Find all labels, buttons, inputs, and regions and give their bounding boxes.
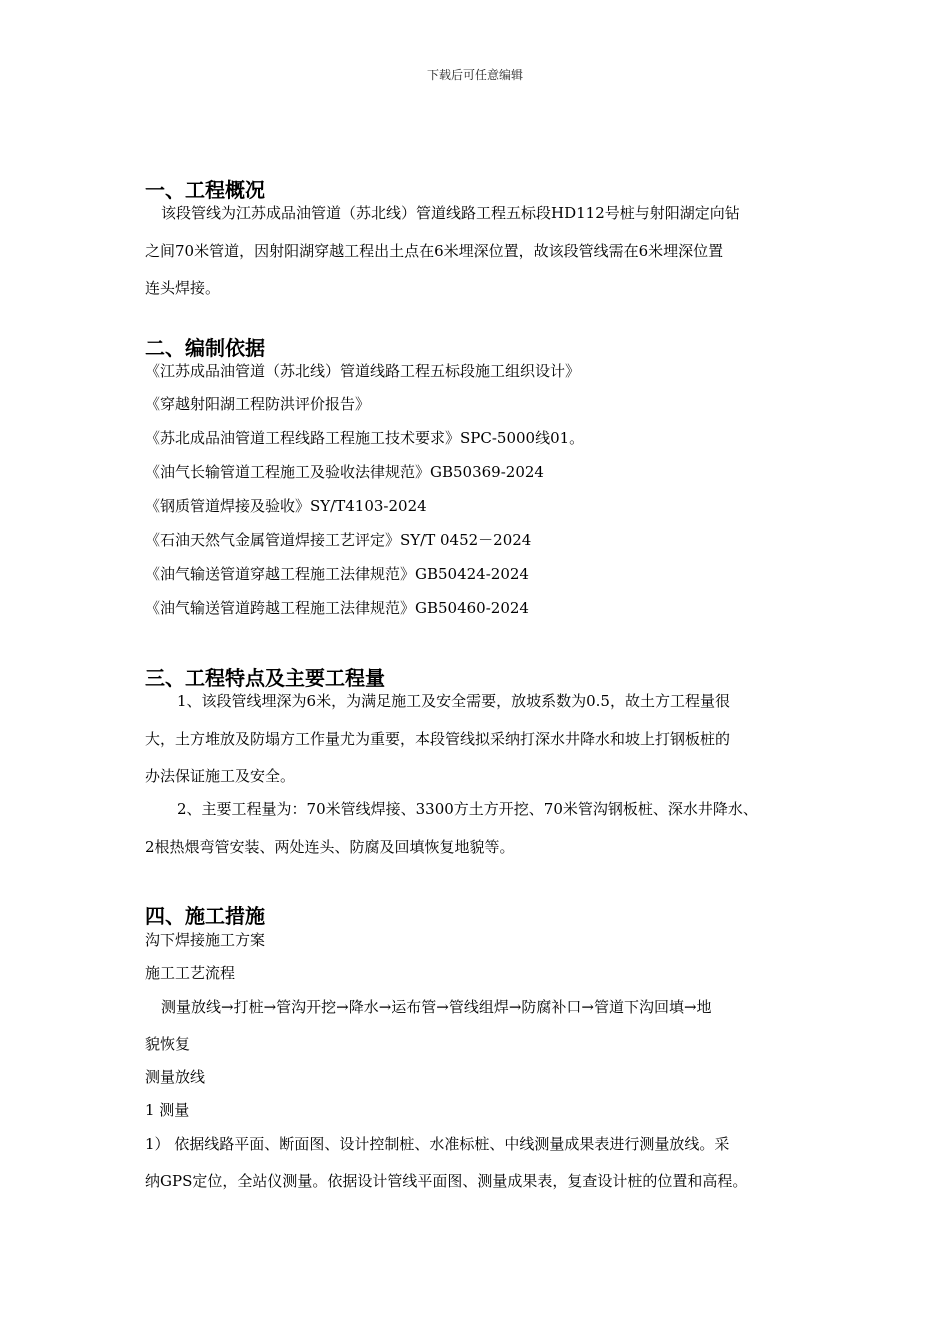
- s4-line-8: 纳GPS定位，全站仪测量。依据设计管线平面图、测量成果表，复查设计桩的位置和高程。: [145, 1172, 748, 1190]
- reference-item: 《苏北成品油管道工程线路工程施工技术要求》SPC-5000线01。: [145, 429, 585, 447]
- s3-paragraph-1-line-1: 1、该段管线埋深为6米，为满足施工及安全需要，放坡系数为0.5，故土方工程量很: [177, 692, 730, 710]
- section-3-title: 三、工程特点及主要工程量: [145, 666, 385, 690]
- s4-line-6: 1 测量: [145, 1101, 190, 1119]
- s4-line-1: 沟下焊接施工方案: [145, 931, 266, 949]
- s4-line-2: 施工工艺流程: [145, 964, 236, 982]
- s4-line-7: 1） 依据线路平面、断面图、设计控制桩、水准标桩、中线测量成果表进行测量放线。采: [145, 1135, 730, 1153]
- s4-line-4: 貌恢复: [145, 1035, 191, 1053]
- reference-item: 《油气长输管道工程施工及验收法律规范》GB50369-2024: [145, 463, 544, 481]
- reference-item: 《油气输送管道跨越工程施工法律规范》GB50460-2024: [145, 599, 529, 617]
- s3-paragraph-2-line-2: 2根热煨弯管安装、两处连头、防腐及回填恢复地貌等。: [145, 838, 515, 856]
- reference-item: 《钢质管道焊接及验收》SY/T4103-2024: [145, 497, 427, 515]
- reference-item: 《油气输送管道穿越工程施工法律规范》GB50424-2024: [145, 565, 529, 583]
- s3-paragraph-1-line-3: 办法保证施工及安全。: [145, 767, 296, 785]
- s1-paragraph-line-1: 该段管线为江苏成品油管道（苏北线）管道线路工程五标段HD112号桩与射阳湖定向钻: [161, 204, 740, 222]
- section-1-title: 一、工程概况: [145, 178, 265, 202]
- reference-item: 《穿越射阳湖工程防洪评价报告》: [145, 395, 371, 413]
- reference-item: 《江苏成品油管道（苏北线）管道线路工程五标段施工组织设计》: [145, 362, 581, 380]
- section-4-title: 四、施工措施: [145, 904, 265, 928]
- s1-paragraph-line-3: 连头焊接。: [145, 279, 221, 297]
- s3-paragraph-1-line-2: 大，土方堆放及防塌方工作量尤为重要，本段管线拟采纳打深水井降水和坡上打钢板桩的: [145, 730, 731, 748]
- s3-paragraph-2-line-1: 2、主要工程量为：70米管线焊接、3300方土方开挖、70米管沟钢板桩、深水井降水、: [177, 800, 758, 818]
- s4-line-3: 测量放线→打桩→管沟开挖→降水→运布管→管线组焊→防腐补口→管道下沟回填→地: [161, 998, 712, 1016]
- s1-paragraph-line-2: 之间70米管道，因射阳湖穿越工程出土点在6米埋深位置，故该段管线需在6米埋深位置: [145, 242, 724, 260]
- reference-item: 《石油天然气金属管道焊接工艺评定》SY/T 0452－2024: [145, 531, 532, 549]
- page-header: 下载后可任意编辑: [426, 68, 523, 82]
- s4-line-5: 测量放线: [145, 1068, 206, 1086]
- section-2-title: 二、编制依据: [145, 336, 265, 360]
